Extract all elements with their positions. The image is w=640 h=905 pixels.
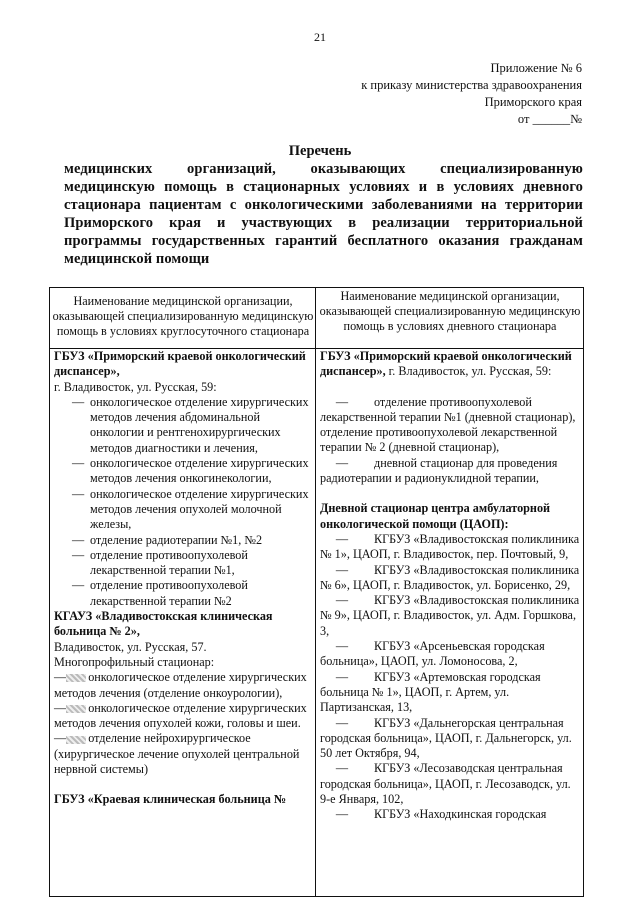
list-item <box>320 716 582 762</box>
dash-marker: — <box>335 669 349 684</box>
org-name: ГБУЗ «Приморский краевой онкологический диспансер», <box>320 349 572 379</box>
list-item <box>54 701 314 732</box>
list-item-text: онкологическое отделение хирургических методов лечения абдоминальной онкологии и рентгенохирургических методов диагностики и лечения, <box>90 394 309 455</box>
list-item-text: отделение нейрохирургическое (хирургическое лечение опухолей центральной нервной системы) <box>54 731 300 777</box>
appendix-line-2: к приказу министерства здравоохранения <box>361 78 582 92</box>
dash-marker: — <box>335 807 349 822</box>
column-divider <box>315 288 316 896</box>
list-item-text: КГБУЗ «Артемовская городская больница № 1», ЦАОП, г. Артем, ул. Партизанская, 13, <box>320 669 541 715</box>
list-item-text: КГБУЗ «Находкинская городская <box>374 807 547 822</box>
list-item <box>54 533 314 548</box>
list-item-text: дневной стационар для проведения радиотерапии и радионуклидной терапии, <box>320 455 558 486</box>
list-item-text: КГБУЗ «Дальнегорская центральная городская больница», ЦАОП, г. Дальнегорск, ул. 50 лет Октября, 94, <box>320 715 572 761</box>
list-item-text: КГБУЗ «Лесозаводская центральная городская больница», ЦАОП, г. Лесозаводск, ул. 9-е Января, 102, <box>320 761 571 807</box>
list-item-text: КГБУЗ «Владивостокская поликлиника № 9», ЦАОП, г. Владивосток, ул. Адм. Горшкова, 3, <box>320 593 580 638</box>
list-item <box>320 593 582 639</box>
redaction-mark <box>66 736 86 744</box>
dash-marker: — <box>72 547 85 562</box>
dash-marker: — <box>72 456 85 471</box>
dash-marker: — <box>72 532 85 547</box>
dash-marker: — <box>335 715 349 730</box>
page-number: 21 <box>314 30 326 44</box>
list-item-text: отделение противоопухолевой лекарственной терапии №1, <box>90 547 248 578</box>
dash-marker: — <box>54 731 67 746</box>
dash-marker: — <box>335 531 349 546</box>
spacer <box>320 486 582 501</box>
dash-marker: — <box>72 486 85 501</box>
dash-marker: — <box>335 455 349 470</box>
dash-marker: — <box>72 578 85 593</box>
dash-marker: — <box>335 394 349 409</box>
right-column-header: Наименование медицинской организации, оказывающей специализированную медицинскую помощь в условиях дневного стационара <box>319 289 581 333</box>
dash-marker: — <box>335 639 349 654</box>
list-item <box>54 456 314 487</box>
left-column <box>54 349 314 808</box>
appendix-line-4: от ______№ <box>517 112 582 126</box>
org-name: ГБУЗ «Приморский краевой онкологический диспансер», <box>54 349 306 379</box>
org-address: Владивосток, ул. Русская, 57. <box>54 639 207 654</box>
right-column <box>320 349 582 823</box>
dash-marker: — <box>72 394 85 409</box>
center-name: Дневной стационар центра амбулаторной онкологической помощи (ЦАОП): <box>320 501 551 531</box>
list-item-text: отделение радиотерапии №1, №2 <box>90 532 263 547</box>
list-item-text: отделение противоопухолевой лекарственной терапии №2 <box>90 578 248 608</box>
dash-marker: — <box>54 700 67 715</box>
org-address: г. Владивосток, ул. Русская, 59: <box>388 364 552 379</box>
org-address: г. Владивосток, ул. Русская, 59: <box>54 379 217 394</box>
organizations-table <box>49 287 584 897</box>
redaction-mark <box>66 705 86 713</box>
list-item <box>320 639 582 670</box>
appendix-line-1: Приложение № 6 <box>490 61 582 75</box>
list-item <box>54 548 314 579</box>
dash-marker: — <box>335 593 349 608</box>
document-subtitle: медицинских организаций, оказывающих специализированную медицинскую помощь в стационарных условиях и в условиях дневного стационара пациентам с онкологическими заболеваниями на территории Приморского края и участвующих в реализации территориальной программы государственных гарантий бесплатного оказания гражданам медицинской помощи <box>64 161 583 267</box>
list-item <box>54 395 314 456</box>
list-item-text: КГБУЗ «Арсеньевская городская больница», ЦАОП, ул. Ломоносова, 2, <box>320 639 545 669</box>
list-item-text: онкологическое отделение хирургических методов лечения онкогинекологии, <box>90 456 309 486</box>
list-item <box>54 578 314 609</box>
dash-marker: — <box>335 562 349 577</box>
list-item-text: онкологическое отделение хирургических методов лечения опухолей молочной железы, <box>90 486 309 532</box>
list-item <box>54 731 314 777</box>
dash-marker: — <box>54 670 67 685</box>
list-item-text: онкологическое отделение хирургических методов лечения опухолей кожи, головы и шеи. <box>54 700 307 731</box>
org-name: ГБУЗ «Краевая клиническая больница № <box>54 792 287 807</box>
spacer <box>54 777 314 792</box>
appendix-line-3: Приморского края <box>484 95 582 109</box>
list-item <box>54 487 314 533</box>
left-column-header: Наименование медицинской организации, оказывающей специализированную медицинскую помощь в условиях круглосуточного стационара <box>52 294 314 338</box>
list-item-text: КГБУЗ «Владивостокская поликлиника № 1», ЦАОП, г. Владивосток, пер. Почтовый, 9, <box>320 531 580 562</box>
appendix-block <box>361 60 582 128</box>
list-item <box>320 670 582 716</box>
list-item <box>54 670 314 701</box>
document-title: Перечень <box>288 143 352 159</box>
list-item <box>320 456 582 487</box>
list-item <box>320 563 582 594</box>
spacer <box>320 380 582 395</box>
list-item <box>320 532 582 563</box>
dash-marker: — <box>335 761 349 776</box>
list-item-text: отделение противоопухолевой лекарственной терапии №1 (дневной стационар), отделение противоопухолевой лекарственной терапии № 2 (дневной стационар), <box>320 394 576 455</box>
list-item-text: КГБУЗ «Владивостокская поликлиника № 6», ЦАОП, г. Владивосток, ул. Борисенко, 29, <box>320 562 580 592</box>
redaction-mark <box>66 674 86 682</box>
org-type: Многопрофильный стационар: <box>54 654 215 669</box>
list-item <box>320 395 582 456</box>
org-name: КГАУЗ «Владивостокская клиническая больница № 2», <box>54 609 273 639</box>
list-item-text: онкологическое отделение хирургических методов лечения (отделение онкоурологии), <box>54 670 307 700</box>
list-item <box>320 761 582 807</box>
list-item <box>320 807 582 822</box>
